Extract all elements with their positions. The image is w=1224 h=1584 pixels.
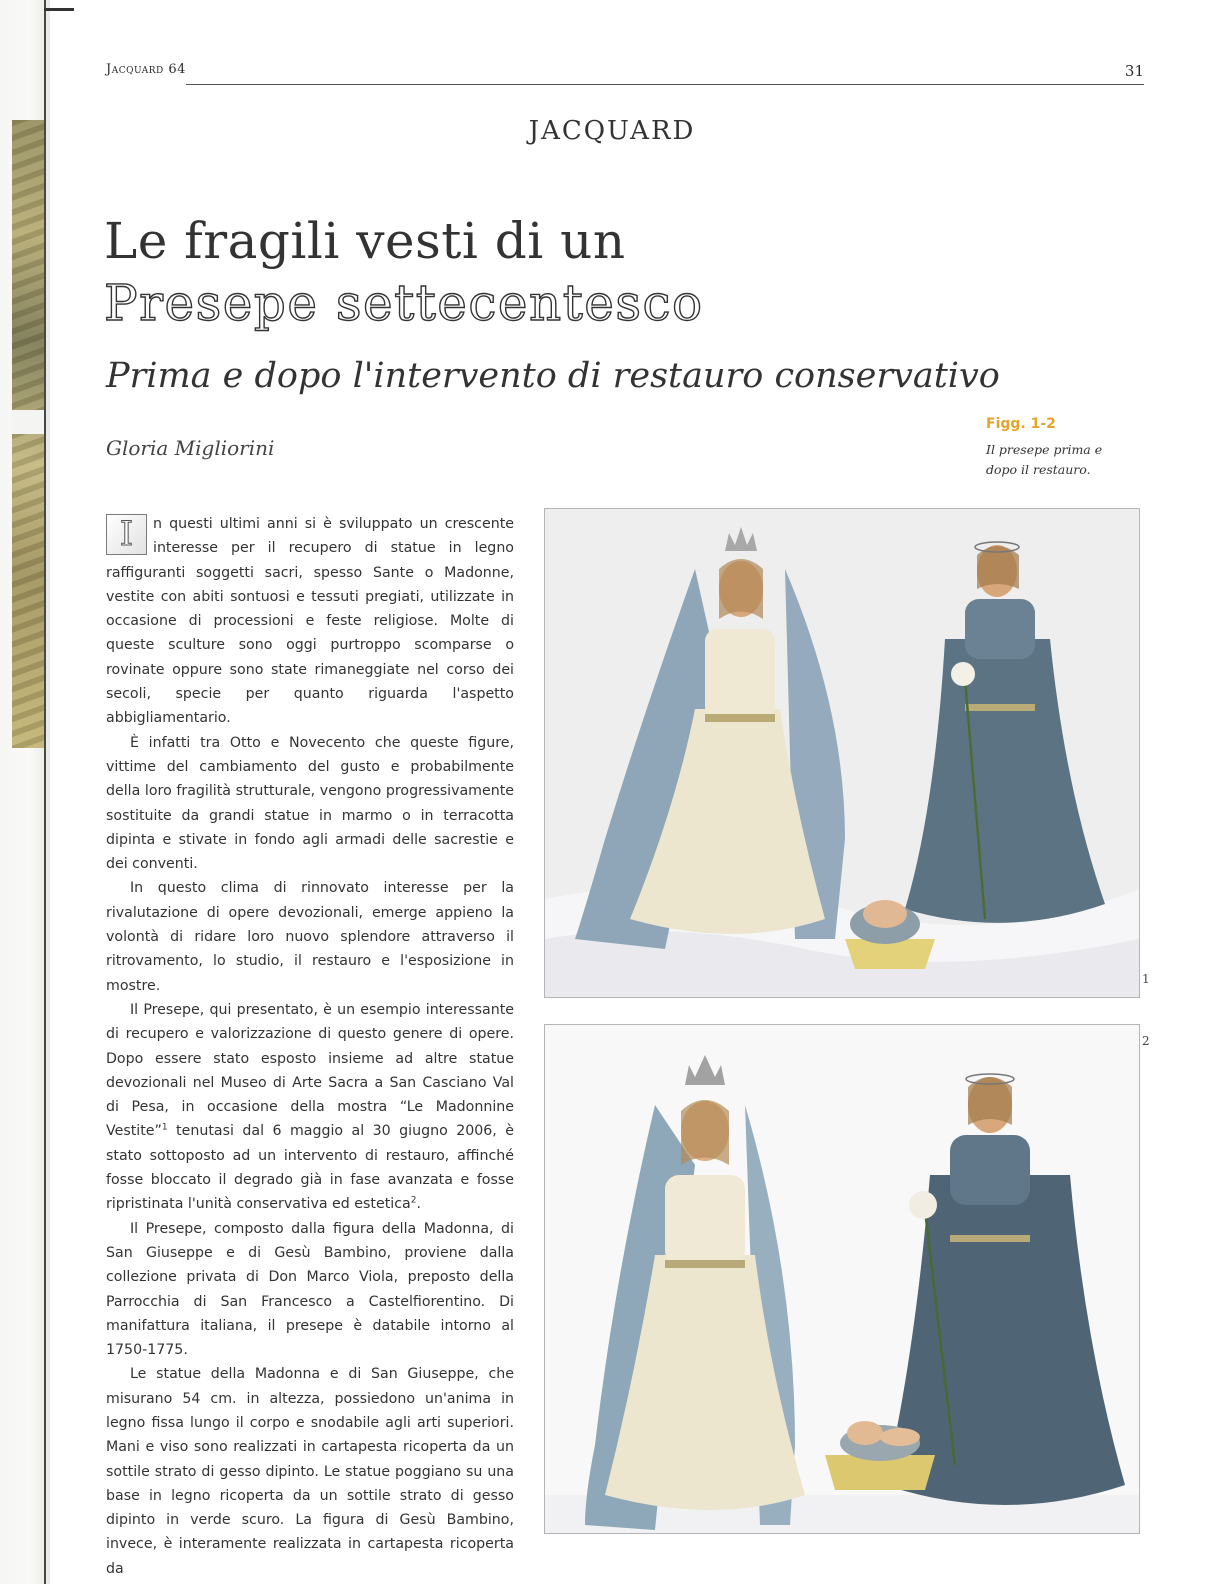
figure-label: Figg. 1-2 bbox=[986, 416, 1056, 432]
binding-edge bbox=[44, 0, 46, 1584]
header-rule bbox=[186, 84, 1144, 85]
article-subtitle: Prima e dopo l'intervento di restauro conservativo bbox=[106, 356, 1000, 396]
paragraph-2: È infatti tra Otto e Novecento che queste figure, vittime del cambiamento del gusto e probabilmente della loro fragilità strutturale, vengono progressivamente sostituite da grandi statue in marmo o in terracotta dipinta e stivate in fondo agli armadi delle sacrestie e dei conventi. bbox=[106, 734, 514, 873]
section-title: JACQUARD bbox=[528, 116, 696, 146]
paragraph-4-text-c: . bbox=[416, 1196, 421, 1213]
author-name: Gloria Migliorini bbox=[106, 436, 275, 460]
running-head: Jacquard 64 bbox=[106, 62, 186, 77]
paragraph-5: Il Presepe, composto dalla figura della Madonna, di San Giuseppe e di Gesù Bambino, proviene dalla collezione privata di Don Marco Viola, preposto della Parrocchia di San Francesco a Castelfiorentino. Di manifattura italiana, il presepe è databile intorno al 1750-1775. bbox=[106, 1220, 514, 1359]
photo-presepe-before bbox=[544, 508, 1140, 998]
article-title-line2: Presepe settecentesco bbox=[104, 274, 704, 332]
footnote-ref-2: 2 bbox=[410, 1195, 417, 1206]
paragraph-3: In questo clima di rinnovato interesse per la rivalutazione di opere devozionali, emerge appieno la volontà di ridare loro nuovo splendore attraverso il ritrovamento, lo studio, il restauro e l'esposizione in mostre. bbox=[106, 880, 514, 994]
article-title-line1: Le fragili vesti di un bbox=[104, 212, 626, 270]
photo-presepe-after bbox=[544, 1024, 1140, 1534]
facing-page-image-gap bbox=[12, 410, 44, 434]
binding-mark bbox=[44, 8, 74, 11]
page-number: 31 bbox=[1124, 62, 1144, 80]
article-body bbox=[106, 512, 514, 1581]
paragraph-4 bbox=[106, 998, 514, 1217]
facing-page-image-edge bbox=[12, 120, 44, 748]
figure-number-1: 1 bbox=[1142, 972, 1150, 986]
figure-number-2: 2 bbox=[1142, 1034, 1150, 1048]
paragraph-4-text-b: tenutasi dal 6 maggio al 30 giugno 2006, è stato sottoposto ad un intervento di restauro, affinché fosse bloccato il degrado già in fase avanzata e fosse ripristinata l'unità conservativa ed estetica bbox=[106, 1123, 514, 1213]
footnote-ref-1: 1 bbox=[161, 1122, 168, 1133]
paragraph-6: Le statue della Madonna e di San Giuseppe, che misurano 54 cm. in altezza, possiedono un'anima in legno fissa lungo il corpo e snodabile agli arti superiori. Mani e viso sono realizzati in cartapesta ricoperta da un sottile strato di gesso dipinto. Le statue poggiano su una base in legno ricoperta da un sottile strato di gesso dipinto in verde scuro. La figura di Gesù Bambino, invece, è interamente realizzata in cartapesta ricoperta da bbox=[106, 1366, 514, 1577]
drop-cap: I bbox=[106, 514, 147, 555]
paragraph-1 bbox=[106, 512, 514, 731]
photo-presepe-after-drawing bbox=[545, 1025, 1139, 1533]
photo-presepe-before-drawing bbox=[545, 509, 1139, 997]
paragraph-1-text: n questi ultimi anni si è sviluppato un crescente interesse per il recupero di statue in legno raffiguranti soggetti sacri, spesso Sante o Madonne, vestite con abiti sontuosi e tessuti pregiati, utilizzate in occasione di processioni e feste religiose. Molte di queste sculture sono oggi purtroppo scomparse o rovinate oppure sono state rimaneggiate nel corso dei secoli, specie per quanto riguarda l'aspetto abbigliamentario. bbox=[106, 516, 514, 727]
paragraph-4-text-a: Il Presepe, qui presentato, è un esempio interessante di recupero e valorizzazione di questo genere di opere. Dopo essere stato esposto insieme ad altre statue devozionali nel Museo di Arte Sacra a San Casciano Val di Pesa, in occasione della mostra “Le Madonnine Vestite” bbox=[106, 1001, 514, 1140]
figure-caption: Il presepe prima e dopo il restauro. bbox=[986, 442, 1103, 477]
